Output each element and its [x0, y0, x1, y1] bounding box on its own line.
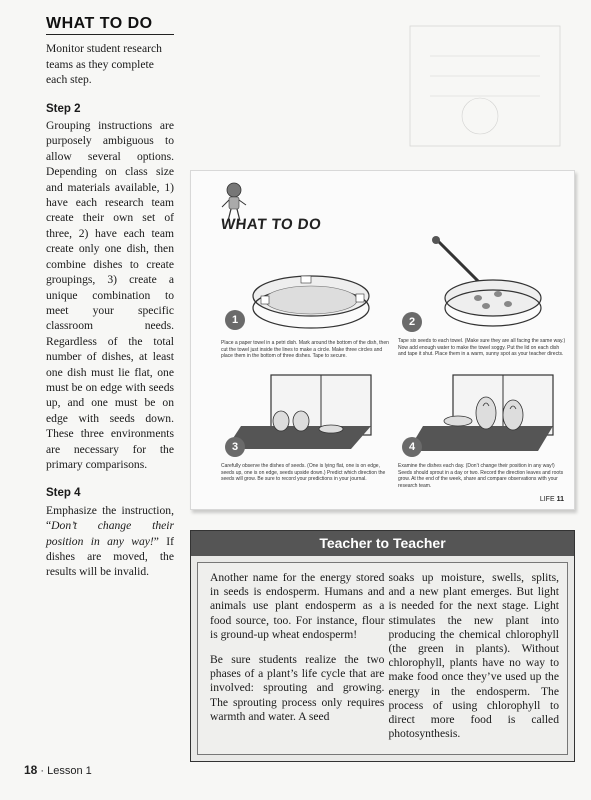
student-page-footer [540, 496, 564, 503]
teacher-to-teacher-title: Teacher to Teacher [191, 531, 574, 556]
step-3-badge: 3 [225, 437, 245, 457]
step-4-heading: Step 4 [46, 487, 81, 500]
step-4-text-student: Examine the dishes each day. (Don’t change their position in any way!) Seeds should sprout in a day or two. Record the direction leaves and roots grow. At the end of the week, share and compare observations with your research team. [398, 463, 564, 489]
page-footer [24, 763, 92, 777]
step-3-text: Carefully observe the dishes of seeds. (One is lying flat, one is on edge, seeds up, one is on edge, seeds upside down.) Predict which direction the seeds will grow. Be sure to record your predictions in your journal. [221, 463, 386, 482]
step-2-text: Tape six seeds to each towel. (Make sure they are all facing the same way.) Now add enough water to make the towel soggy. Put the lid on each dish and tape it shut. Place them in a warm, sunny spot as your teacher directs. [398, 338, 566, 357]
student-page-thumbnail [190, 170, 575, 510]
student-page-footer-label: LIFE [539, 496, 555, 503]
intro-text: Monitor student research teams as they complete each step. [46, 42, 162, 87]
step-4-text-after: ” If dishes are moved, the results will be invalid. [46, 534, 174, 579]
footer-separator: · [40, 765, 45, 777]
teacher-notes-column [46, 16, 174, 594]
sprouting-dishes-illustration [398, 371, 568, 461]
student-page-title: WHAT TO DO [220, 216, 323, 233]
teacher-paragraph-2: Be sure students realize the two phases of a plant’s life cycle that are involved: sprouting and growing. The sprouting process only requires warmth and water. A seed [210, 653, 385, 723]
step-2-text: Grouping instructions are purposely ambiguous to allow several options. Depending on class size and materials available, 1) have each research team create their own set of three, 2) have each team create only one dish, then combine dishes to create groupings, 3) create a unique combination to meet your specific classroom needs. Regardless of the total number of dishes, at least one dish must lie flat, one must be on edge with seeds up, and one must be on edge with seeds down. These three environments are necessary for the primary comparisons. [46, 119, 174, 471]
lesson-label: Lesson 1 [47, 765, 92, 777]
teacher-column-right [388, 571, 559, 748]
step-1-text: Place a paper towel in a petri dish. Mark around the bottom of the dish, then cut the towel just inside the lines to make a circle. Make three circles and place them in the bottom of three dishes. Tape to secure. [221, 340, 389, 359]
student-step-4 [398, 371, 568, 489]
step-4-text-before: Emphasize the instruction, “ [46, 503, 174, 533]
teacher-to-teacher-box [190, 530, 575, 762]
step-2-badge: 2 [402, 312, 422, 332]
window-sill-dishes-illustration [221, 371, 391, 461]
background-page-graphic [400, 16, 575, 166]
teacher-column-left [210, 571, 384, 748]
step-4-emphasis: Don’t change their position in any way! [46, 519, 174, 548]
teacher-paragraph-1: Another name for the energy stored in seeds is endosperm. Humans and animals use plant endosperm as a food source, too. For instance, flour is ground-up wheat endosperm! [210, 571, 385, 641]
step-4-badge: 4 [402, 437, 422, 457]
student-step-2 [398, 236, 568, 358]
dropper-dish-illustration [398, 236, 568, 336]
page-number: 18 [24, 763, 38, 777]
step-2-heading: Step 2 [46, 102, 81, 115]
teacher-to-teacher-content [197, 562, 568, 755]
student-step-1 [221, 256, 391, 360]
step-1-badge: 1 [225, 310, 245, 330]
what-to-do-heading: WHAT TO DO [46, 16, 174, 35]
petri-dish-towel-illustration [221, 256, 391, 336]
student-step-3 [221, 371, 391, 483]
student-page-number: 11 [556, 496, 564, 503]
step-4-text [46, 503, 174, 580]
teacher-paragraph-3: soaks up moisture, swells, splits, and a new plant emerges. But light is needed for the next stage. Light stimulates the new plant into producing the chemical chlorophyll (the green in plants). Without chlorophyll, plants have no way to make food once they’ve used up the energy in the endosperm. The process of using chlorophyll to direct more food is called photosynthesis. [388, 571, 559, 741]
